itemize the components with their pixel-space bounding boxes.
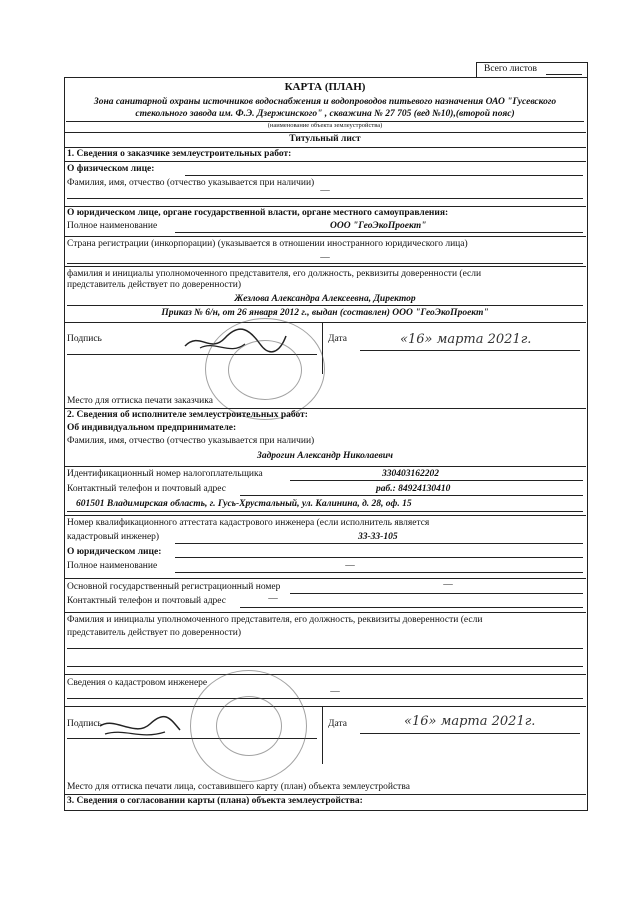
object-name-line1: Зона санитарной охраны источников водоснабжения и водопроводов питьевого назначения ОАО "Гусевского (93, 97, 557, 107)
executor-rep-label-1: Фамилия и инициалы уполномоченного представителя, его должность, реквизиты доверенности (если (67, 615, 483, 625)
section2-heading: 2. Сведения об исполнителе землеустроительных работ: (67, 410, 308, 420)
executor-stamp-label: Место для оттиска печати лица, составившего карту (план) объекта землеустройства (67, 782, 410, 792)
executor-fullname-label: Полное наименование (67, 561, 158, 571)
cert-label-2: кадастровый инженер) (67, 532, 160, 542)
customer-fio-label: Фамилия, имя, отчество (отчество указывается при наличии) (67, 178, 315, 188)
inn-label: Идентификационный номер налогоплательщика (67, 469, 263, 479)
customer-order-value: Приказ № 6/н, от 26 января 2012 г., выдан (составлен) ООО "ГеоЭкоПроект" (161, 308, 489, 318)
executor-date-label: Дата (328, 719, 347, 729)
customer-stamp-label: Место для оттиска печати заказчика (67, 396, 213, 406)
section1-heading: 1. Сведения о заказчике землеустроительных работ: (67, 149, 292, 159)
customer-fullname-value: ООО "ГеоЭкоПроект" (330, 221, 427, 231)
customer-seal-inner (228, 340, 302, 400)
section3-heading: 3. Сведения о согласовании карты (плана) объекта землеустройства: (67, 796, 363, 806)
cert-value: 33-33-105 (358, 532, 398, 542)
customer-date-value: «16» марта 2021г. (400, 332, 532, 347)
document-title: КАРТА (ПЛАН) (284, 81, 366, 93)
executor-address-value: 601501 Владимирская область, г. Гусь-Хрустальный, ул. Калинина, д. 28, оф. 15 (76, 499, 412, 509)
customer-signature-label: Подпись (67, 334, 102, 344)
executor-fio-label: Фамилия, имя, отчество (отчество указывается при наличии) (67, 436, 315, 446)
individual-label: О физическом лице: (67, 164, 155, 174)
executor-signature-label: Подпись (67, 719, 102, 729)
executor-legal-label: О юридическом лице: (67, 547, 162, 557)
engineer-label: Сведения о кадастровом инженере (67, 678, 208, 688)
ogrn-label: Основной государственный регистрационный номер (67, 582, 281, 592)
customer-fio-value: — (320, 186, 330, 196)
executor-seal-inner (216, 696, 282, 756)
customer-date-label: Дата (328, 334, 347, 344)
entrepreneur-label: Об индивидуальном предпринимателе: (67, 423, 237, 433)
cert-label-1: Номер квалификационного аттестата кадастрового инженера (если исполнитель является (67, 518, 430, 528)
customer-rep-label-2: представитель действует по доверенности) (67, 280, 242, 290)
ogrn-value: — (443, 580, 453, 590)
customer-fullname-label: Полное наименование (67, 221, 158, 231)
executor-phone-value: раб.: 84924130410 (376, 484, 451, 494)
customer-rep-value: Жезлова Александра Алексеевна, Директор (234, 294, 416, 304)
executor-contact-value: — (268, 594, 278, 604)
engineer-value: — (330, 687, 340, 697)
object-name-note: (наименование объекта землеустройства) (267, 122, 383, 129)
executor-contact-label: Контактный телефон и почтовый адрес (67, 596, 226, 606)
customer-rep-label-1: фамилия и инициалы уполномоченного представителя, его должность, реквизиты доверенности (если (67, 269, 482, 279)
legal-entity-label: О юридическом лице, органе государственной власти, органе местного самоуправления: (67, 208, 449, 218)
executor-rep-label-2: представитель действует по доверенности) (67, 628, 242, 638)
executor-fio-value: Задрогин Александр Николаевич (257, 451, 393, 461)
executor-signature (95, 712, 185, 742)
country-value: — (320, 253, 330, 263)
title-sheet-label: Титульный лист (289, 134, 361, 144)
object-name-line2: стекольного завода им. Ф.Э. Дзержинского" , скважина № 27 705 (вед №10),(второй пояс) (135, 109, 515, 119)
executor-phone-label: Контактный телефон и почтовый адрес (67, 484, 226, 494)
executor-date-value: «16» марта 2021г. (404, 714, 536, 729)
sheets-label: Всего листов (484, 64, 537, 74)
inn-value: 330403162202 (382, 469, 439, 479)
executor-fullname-value: — (345, 561, 355, 571)
country-label: Страна регистрации (инкорпорации) (указывается в отношении иностранного юридического лица) (67, 239, 468, 249)
